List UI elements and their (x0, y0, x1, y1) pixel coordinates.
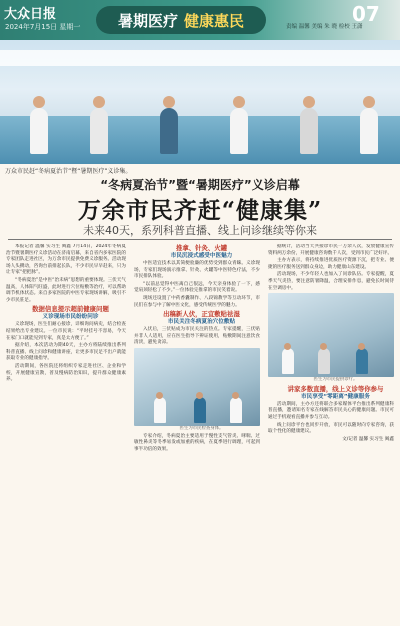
hero-table-cloth (0, 116, 400, 164)
hero-figure-head (93, 96, 105, 108)
hero-figure-head (233, 96, 245, 108)
paragraph: 据统计，活动当天共接诊市民一万余人次，发放健康宣传资料两万余份，开展健康咨询数千人次，受到市民广泛好评。 (268, 244, 394, 256)
photo-figure (282, 348, 294, 374)
hero-figure-head (303, 96, 315, 108)
column-left (6, 244, 126, 622)
banner-left-text: 暑期医疗 (117, 11, 178, 30)
column-middle (134, 244, 260, 622)
issue-date: 2024年7月15日 星期一 (5, 23, 81, 31)
hero-tent-canopy (0, 50, 400, 66)
headline-divider (8, 239, 392, 240)
masthead (0, 0, 400, 40)
column-right (268, 244, 394, 622)
paragraph: 据介绍，本次活动为期40天，主办方将陆续推出系列科普直播、线上问诊和健康讲座，让更多市民足不出户就能获取专业的健康指导。 (6, 343, 126, 362)
paragraph: 入伏后，三伏贴成为市民关注的热点。专家提醒，三伏贴并非人人适用，应在医生指导下辨证使用，贴敷期间注意饮食清淡，避免贪凉。 (134, 327, 260, 346)
article-headline: 万余市民齐赶“健康集” (77, 197, 323, 224)
paragraph: 活动期间，各医院还将组织专家走进社区、企业和学校，开展健康宣教，普及慢病防治知识，提升群众健康素养。 (6, 363, 126, 383)
photo-figure (154, 397, 166, 423)
banner-right-text: 健康惠民 (184, 11, 245, 30)
hero-figure (30, 108, 48, 154)
section-subheading: 市民享受“零距离”健康服务 (301, 393, 370, 400)
editor-credits: 责编 温馨 美编 朱 晓 检校 王潇 (286, 24, 363, 30)
paragraph: 主办方表示，将持续推进优质医疗资源下沉，把专业、便捷的医疗服务送到群众身边，助力健康山东建设。 (268, 258, 394, 270)
article-kicker: “冬病夏治节”暨“暑期医疗”义诊启幕 (100, 178, 300, 192)
hero-figure-head (163, 96, 175, 108)
article-subhead: 未来40天，系列科普直播、线上问诊继续等你来 (83, 224, 317, 237)
author-credit: 文/记者 温馨 实习生 阎鑫 (342, 436, 394, 442)
hero-photo (0, 40, 400, 164)
section-heading: 出稿新人伏，正宜敷贴祛湿 (163, 310, 240, 319)
hero-figure (90, 108, 108, 154)
paragraph: 现场还设置了中药香囊制作、八段锦教学等互动环节，市民们在参与中了解中医文化，感受传统医学的魅力。 (134, 295, 260, 308)
photo-caption: 医生为市民提供诊疗。 (313, 377, 358, 383)
newspaper-logo: 大众日报 (4, 7, 57, 22)
paragraph: 活动现场，不少年轻人也加入了问诊队伍。专家提醒，夏季天气炎热，要注意防暑降温，合理安排作息，避免长时间待在空调房中。 (268, 272, 394, 291)
paragraph: 线上问诊平台也同步开放，市民可以随时向专家咨询，获取个性化的健康建议。 (268, 422, 394, 435)
section-banner (96, 6, 266, 34)
paragraph: 专家介绍，冬病夏治主要适用于慢性支气管炎、哮喘、过敏性鼻炎等冬季易发或加重的疾病，在夏季进行调理，可起到事半功倍的效果。 (134, 433, 260, 452)
hero-figure-head (33, 96, 45, 108)
photo-figure-head (156, 392, 163, 399)
middle-column-photo (134, 348, 260, 426)
paragraph: “冬病夏治”是中医“治未病”思想的重要体现。三伏天气温高，人体阳气旺盛，此时进行穴位贴敷等治疗，可以帮助调节机体状态。来自多家医院的中医专家现场讲解，吸引不少市民驻足。 (6, 277, 126, 303)
section-subheading: 义诊现场市民纷纷问诊 (42, 314, 99, 321)
hero-figure (160, 108, 178, 154)
section-subheading: 市民沉浸式感受中医魅力 (170, 253, 233, 259)
section-subheading: 市民关注冬病夏治穴位敷贴 (167, 319, 236, 326)
photo-figure-head (232, 392, 239, 399)
section-heading: 数据信息提示超前健康问题 (32, 305, 109, 314)
page-number: 07 (352, 2, 380, 26)
paragraph: 本报记者 温馨 实习生 阎鑫 7月14日，2024年冬病夏治节暨暑期医疗义诊活动在济南启幕，来自省内多家医院的专家团队走进社区，为万余市民提供免费义诊服务。活动现场人头攒动，咨询台前排起长队，不少市民早早赶来，只为让专家“把把脉”。 (6, 244, 126, 276)
paragraph: 活动期间，主办方还将联合多家媒体平台推出系列健康科普直播，邀请知名专家在线解答市民关心的健康问题。市民可通过手机观看直播并参与互动。 (268, 401, 394, 420)
hero-figure (230, 108, 248, 154)
photo-figure (356, 348, 368, 374)
hero-figure (300, 108, 318, 154)
paragraph: 中医适宜技术以其简便验廉的优势受到群众青睐。义诊现场，专家们现场演示推拿、针灸、火罐等中医特色疗法，不少市民排队体验。 (134, 261, 260, 280)
hero-figure-head (363, 96, 375, 108)
section-heading: 讲家多数直播，线上义诊等你参与 (287, 384, 384, 393)
paragraph: 义诊现场，医生们耐心接诊，详细询问病史，结合检查结果给出专业建议。一位市民说：“平时挂号不容易，今天在家门口就能见到专家，真是太方便了。” (6, 322, 126, 341)
paragraph: “以前总觉得中医离自己很远，今天亲身体验了一下，感觉肩颈轻松了不少。”一位体验完推拿的市民笑着说。 (134, 281, 260, 294)
photo-figure (230, 397, 242, 423)
hero-figure (360, 108, 378, 154)
photo-figure (194, 397, 206, 423)
section-heading: 推拿、针灸、火罐 (175, 244, 228, 252)
photo-figure-head (196, 392, 203, 399)
photo-figure (318, 348, 330, 374)
right-column-photo (268, 293, 394, 377)
hero-caption: 万众市民赶“冬病夏治节”暨“暑期医疗”义诊集。 (5, 168, 132, 175)
photo-caption: 医生为市民检查身体。 (179, 425, 224, 431)
